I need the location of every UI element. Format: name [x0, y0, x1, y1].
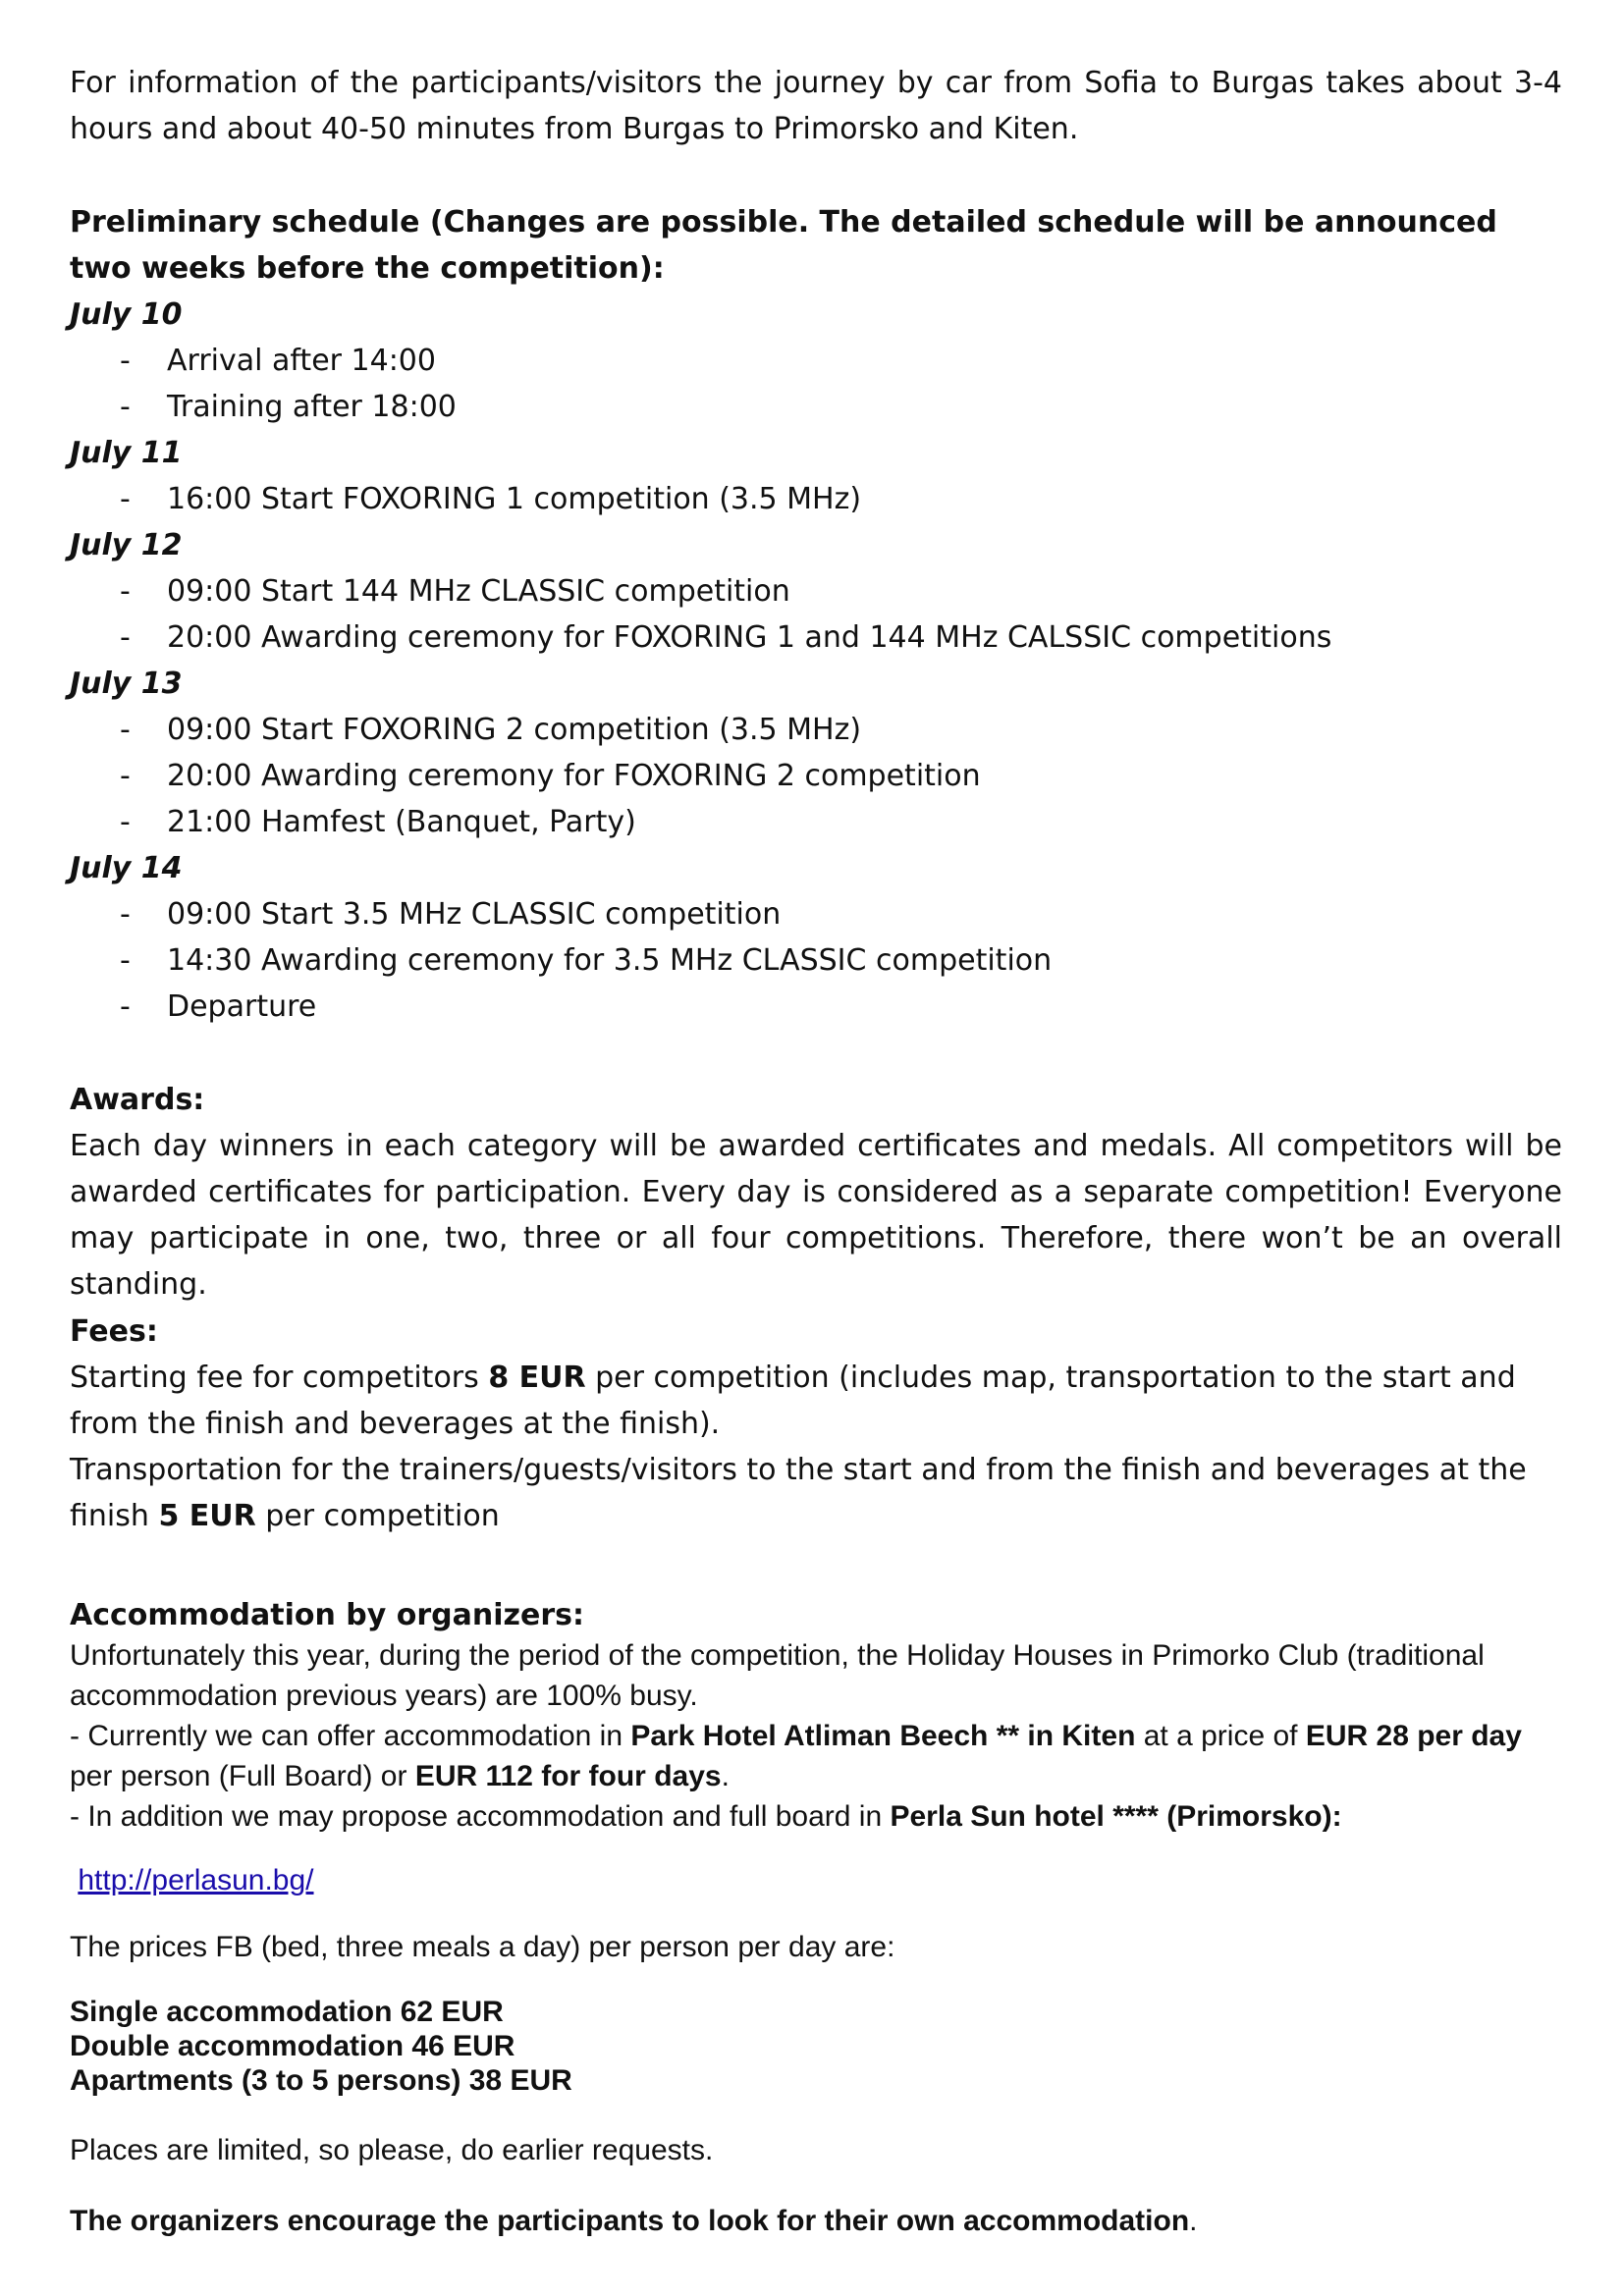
prices-intro-wrap: [70, 1927, 1562, 1967]
price-item: Apartments (3 to 5 persons) 38 EUR: [70, 2064, 572, 2097]
list-item: - 09:00 Start 3.5 MHz CLASSIC competition: [120, 897, 782, 932]
encourage-note-wrap: [70, 2201, 1562, 2241]
awards-paragraph: Each day winners in each category will be awarded certificates and medals. All competitors will be awarded certificates for participation. Every day is considered as a separate competition! Everyone may participate in one, two, three or all four competitions. Therefore, there won’t be an overall standing.: [70, 1129, 1562, 1302]
limited-note: Places are limited, so please, do earlier requests.: [70, 2134, 714, 2166]
fees-competitors: Starting fee for competitors 8 EUR per competition (includes map, transportation to the start and from the finish and beverages at the finish).: [70, 1361, 1516, 1441]
fees-section: [70, 1308, 1562, 1539]
schedule-section: [70, 199, 1562, 1030]
list-item: - 16:00 Start FOXORING 1 competition (3.5 MHz): [120, 482, 862, 516]
awards-heading: Awards:: [70, 1083, 205, 1117]
price-item: Double accommodation 46 EUR: [70, 2030, 515, 2062]
schedule-heading: Preliminary schedule (Changes are possible. The detailed schedule will be announced two weeks before the competition):: [70, 205, 1497, 286]
day-items: [70, 891, 1562, 1030]
hotel-website-link[interactable]: http://perlasun.bg/: [78, 1864, 314, 1896]
list-item: - 21:00 Hamfest (Banquet, Party): [120, 805, 636, 839]
day-date: July 14: [70, 851, 183, 885]
limited-note-wrap: [70, 2130, 1562, 2170]
day-items: [70, 568, 1562, 661]
fees-heading: Fees:: [70, 1314, 158, 1349]
accommodation-paragraph: Unfortunately this year, during the period of the competition, the Holiday Houses in Primorko Club (traditional accommodation previous years) are 100% busy.: [70, 1639, 1485, 1712]
day-date: July 10: [70, 297, 183, 332]
list-item: - 14:30 Awarding ceremony for 3.5 MHz CLASSIC competition: [120, 943, 1053, 978]
accommodation-alternative: - In addition we may propose accommodation and full board in Perla Sun hotel **** (Primorsko):: [70, 1800, 1342, 1833]
list-item: - 09:00 Start FOXORING 2 competition (3.5 MHz): [120, 713, 862, 747]
day-items: [70, 707, 1562, 845]
encourage-note: The organizers encourage the participants to look for their own accommodation.: [70, 2205, 1198, 2237]
intro-paragraph: For information of the participants/visitors the journey by car from Sofia to Burgas takes about 3-4 hours and about 40-50 minutes from Burgas to Primorsko and Kiten.: [70, 66, 1562, 146]
accommodation-section: [70, 1635, 1562, 1837]
day-date: July 12: [70, 528, 183, 562]
day-date: July 11: [70, 436, 183, 470]
hotel-link-wrap: [70, 1860, 1562, 1900]
list-item: - 09:00 Start 144 MHz CLASSIC competition: [120, 574, 790, 609]
accommodation-heading-wrap: [70, 1592, 1562, 1638]
price-list: [70, 1995, 1562, 2098]
day-date: July 13: [70, 667, 183, 701]
intro-section: [70, 60, 1562, 152]
accommodation-heading: Accommodation by organizers:: [70, 1598, 584, 1632]
day-items: [70, 476, 1562, 522]
list-item: - Departure: [120, 989, 317, 1024]
list-item: - 20:00 Awarding ceremony for FOXORING 2 competition: [120, 759, 981, 793]
list-item: - 20:00 Awarding ceremony for FOXORING 1 and 144 MHz CALSSIC competitions: [120, 620, 1332, 655]
day-items: [70, 338, 1562, 430]
list-item: - Arrival after 14:00: [120, 344, 436, 378]
prices-intro: The prices FB (bed, three meals a day) per person per day are:: [70, 1931, 895, 1963]
awards-section: [70, 1077, 1562, 1308]
price-item: Single accommodation 62 EUR: [70, 1996, 504, 2028]
list-item: - Training after 18:00: [120, 390, 457, 424]
accommodation-offer: - Currently we can offer accommodation in Park Hotel Atliman Beech ** in Kiten at a price of EUR 28 per day per person (Full Board) or EUR 112 for four days.: [70, 1720, 1522, 1792]
fees-visitors: Transportation for the trainers/guests/visitors to the start and from the finish and beverages at the finish 5 EUR per competition: [70, 1453, 1527, 1533]
